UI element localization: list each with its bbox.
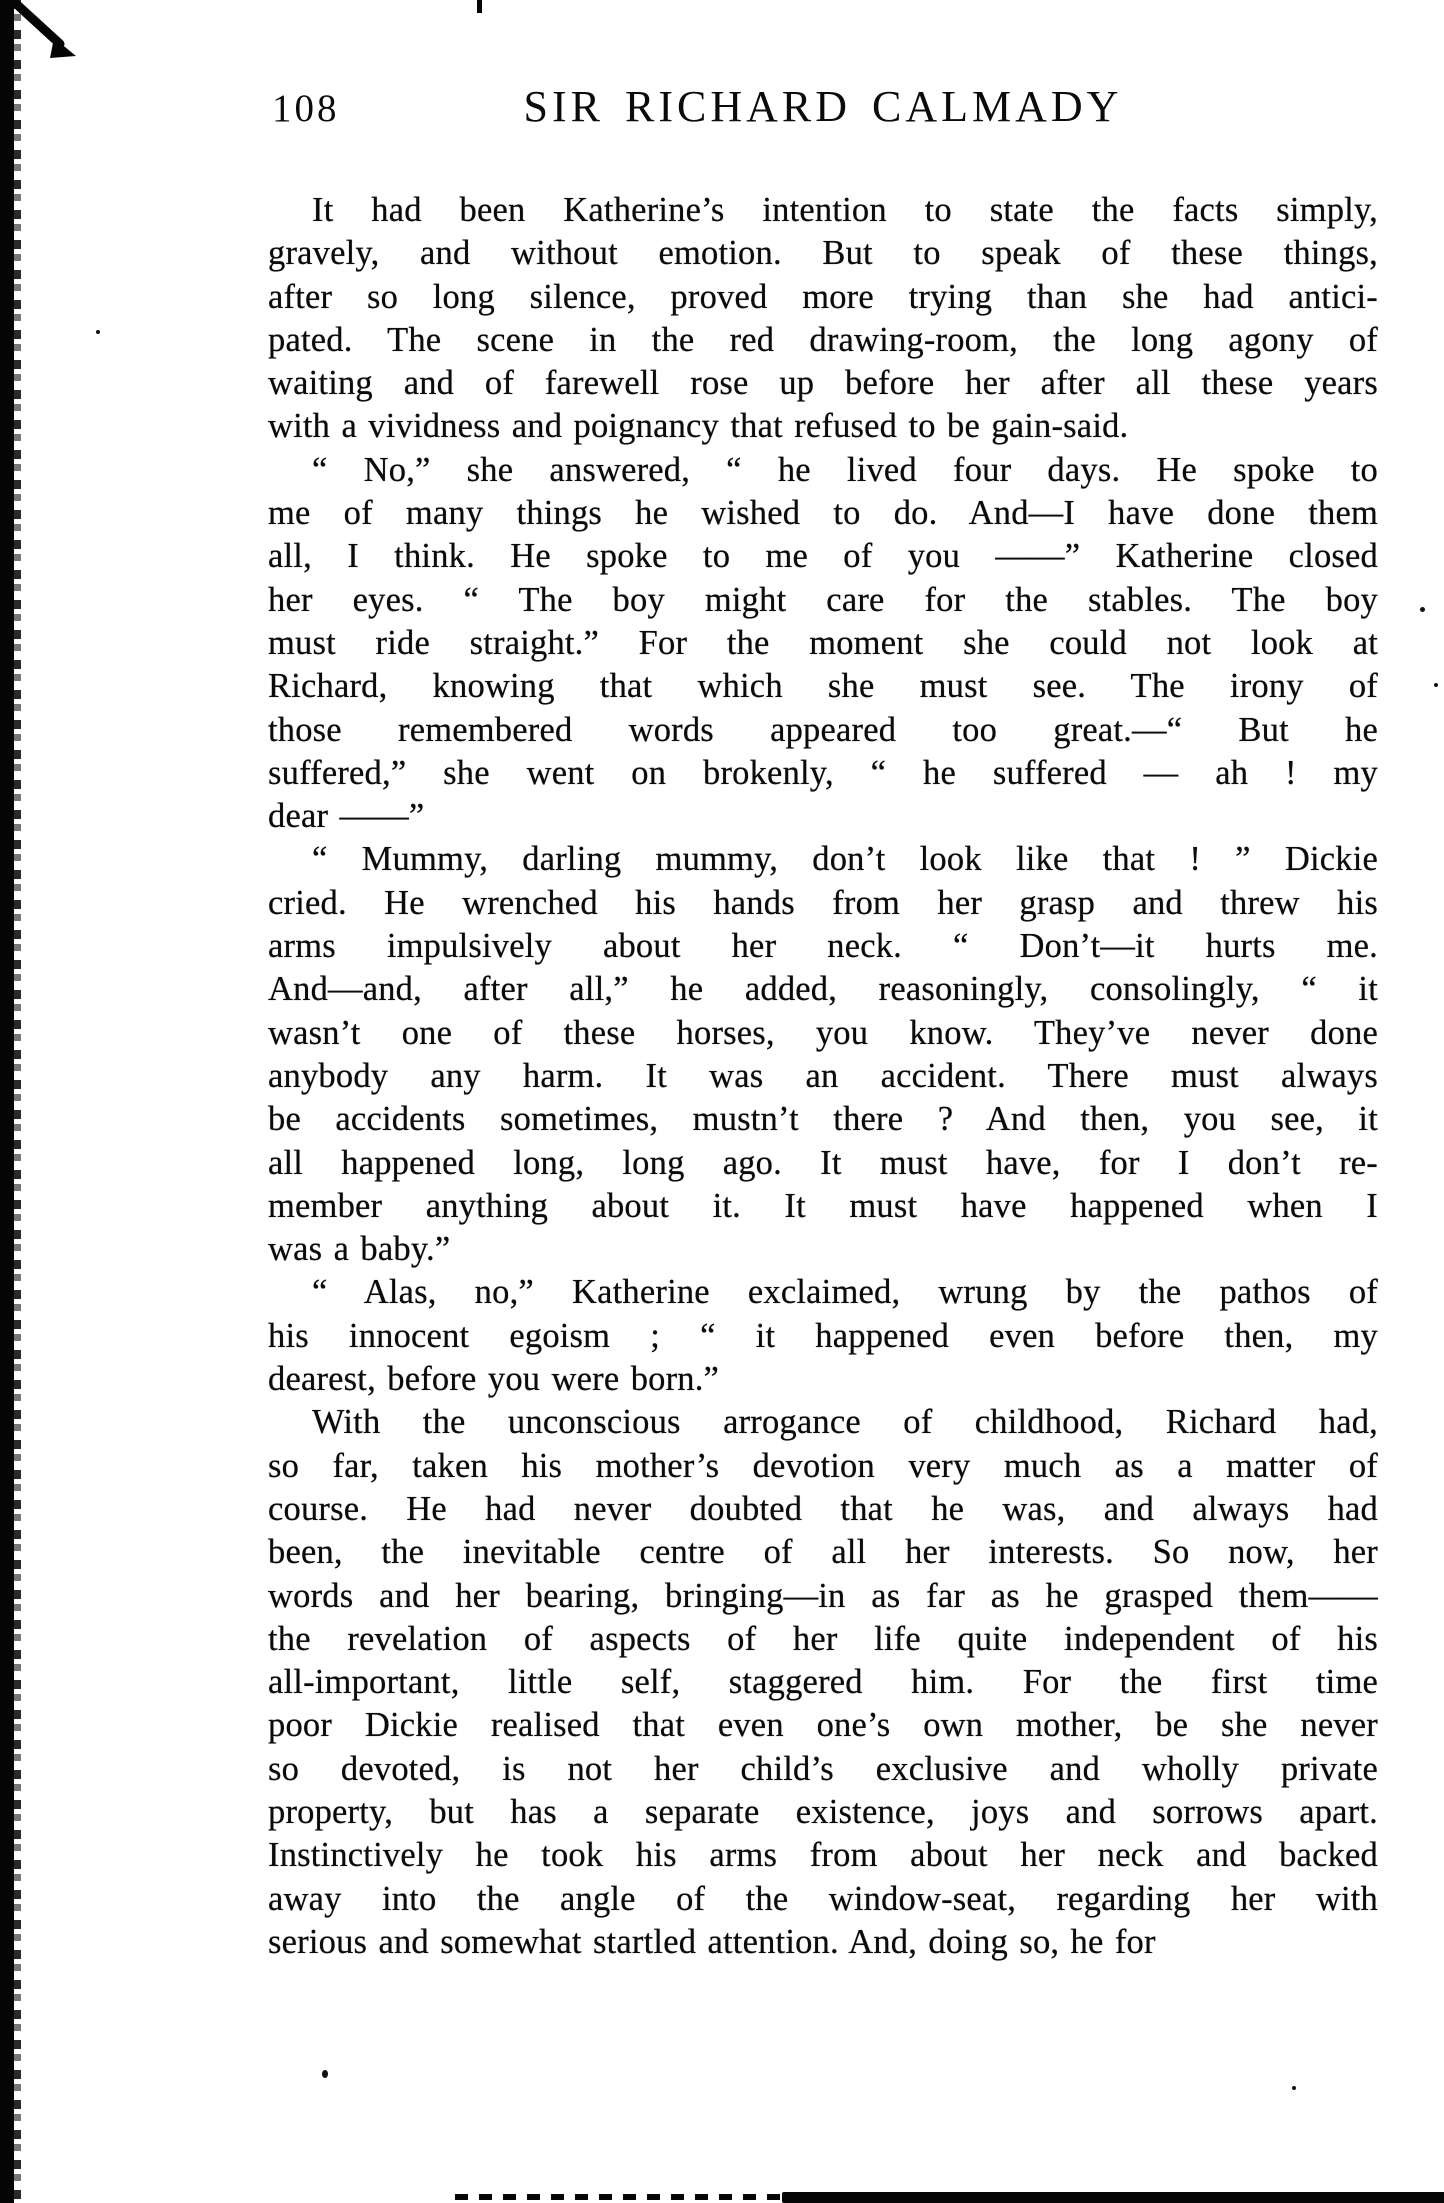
paragraph [268,449,1378,839]
text-line: me of many things he wished to do. And—I have done them [268,494,1378,533]
text-line: suffered,” she went on brokenly, “ he suffered — ah ! my [268,753,1378,792]
text-line: member anything about it. It must have happened when I [268,1186,1378,1225]
text-line: after so long silence, proved more trying than she had antici- [268,277,1378,316]
text-line: course. He had never doubted that he was, and always had [268,1489,1378,1528]
text-line: Instinctively he took his arms from about her neck and backed [268,1836,1378,1875]
ink-speck [1420,607,1425,612]
text-line: words and her bearing, bringing—in as far as he grasped them—— [268,1576,1378,1615]
text-line: so devoted, is not her child’s exclusive and wholly private [268,1749,1378,1788]
ink-speck [322,2070,328,2078]
paragraph [268,1271,1378,1401]
text-line: with a vividness and poignancy that refused to be gain-said. [268,407,1129,446]
text-line: away into the angle of the window-seat, regarding her with [268,1879,1378,1918]
bottom-scan-line [782,2192,1444,2203]
paragraph [268,838,1378,1271]
corner-scratch-mark [4,0,94,75]
text-line: was a baby.” [268,1230,451,1269]
text-line: anybody any harm. It was an accident. There must always [268,1056,1378,1095]
text-line: And—and, after all,” he added, reasoningly, consolingly, “ it [268,970,1378,1009]
text-line: dearest, before you were born.” [268,1360,720,1399]
text-line: With the unconscious arrogance of childhood, Richard had, [312,1403,1378,1442]
text-line: “ No,” she answered, “ he lived four days. He spoke to [312,450,1378,489]
text-line: pated. The scene in the red drawing-room, the long agony of [268,320,1378,359]
ink-speck [96,330,100,334]
text-line: poor Dickie realised that even one’s own mother, be she never [268,1706,1378,1745]
text-line: gravely, and without emotion. But to speak of these things, [268,234,1378,273]
text-line: be accidents sometimes, mustn’t there ? And then, you see, it [268,1100,1378,1139]
top-edge-tick-mark [477,0,482,13]
text-line: so far, taken his mother’s devotion very much as a matter of [268,1446,1378,1485]
ink-speck [1292,2086,1296,2090]
text-line: waiting and of farewell rose up before her after all these years [268,364,1378,403]
text-line: “ Alas, no,” Katherine exclaimed, wrung by the pathos of [312,1273,1378,1312]
page-header [268,82,1378,132]
text-line: Richard, knowing that which she must see. The irony of [268,667,1378,706]
text-line: all, I think. He spoke to me of you ——” Katherine closed [268,537,1378,576]
text-line: the revelation of aspects of her life quite independent of his [268,1619,1378,1658]
text-line: “ Mummy, darling mummy, don’t look like that ! ” Dickie [312,840,1378,879]
text-line: must ride straight.” For the moment she could not look at [268,623,1378,662]
bottom-scan-line-dashed [455,2194,785,2200]
text-line: been, the inevitable centre of all her interests. So now, her [268,1533,1378,1572]
running-title: SIR RICHARD CALMADY [523,82,1123,131]
text-line: dear ——” [268,797,425,836]
text-line: arms impulsively about her neck. “ Don’t—it hurts me. [268,927,1378,966]
text-line: his innocent egoism ; “ it happened even before then, my [268,1316,1378,1355]
text-line: It had been Katherine’s intention to state the facts simply, [312,191,1378,229]
text-line: all-important, little self, staggered him. For the first time [268,1663,1378,1702]
ink-speck [1434,683,1438,687]
page-number: 108 [272,87,340,130]
text-line: cried. He wrenched his hands from her grasp and threw his [268,883,1378,922]
text-line: all happened long, long ago. It must have, for I don’t re- [268,1143,1378,1182]
text-line: wasn’t one of these horses, you know. They’ve never done [268,1013,1378,1052]
text-line: her eyes. “ The boy might care for the stables. The boy [268,580,1378,619]
binding-edge-shadow [0,0,14,2203]
paragraph [268,189,1378,449]
text-line: property, but has a separate existence, joys and sorrows apart. [268,1792,1378,1831]
page-text [268,189,1378,1964]
paragraph [268,1401,1378,1964]
text-line: those remembered words appeared too great.—“ But he [268,710,1378,749]
text-line: serious and somewhat startled attention. And, doing so, he for [268,1922,1156,1961]
